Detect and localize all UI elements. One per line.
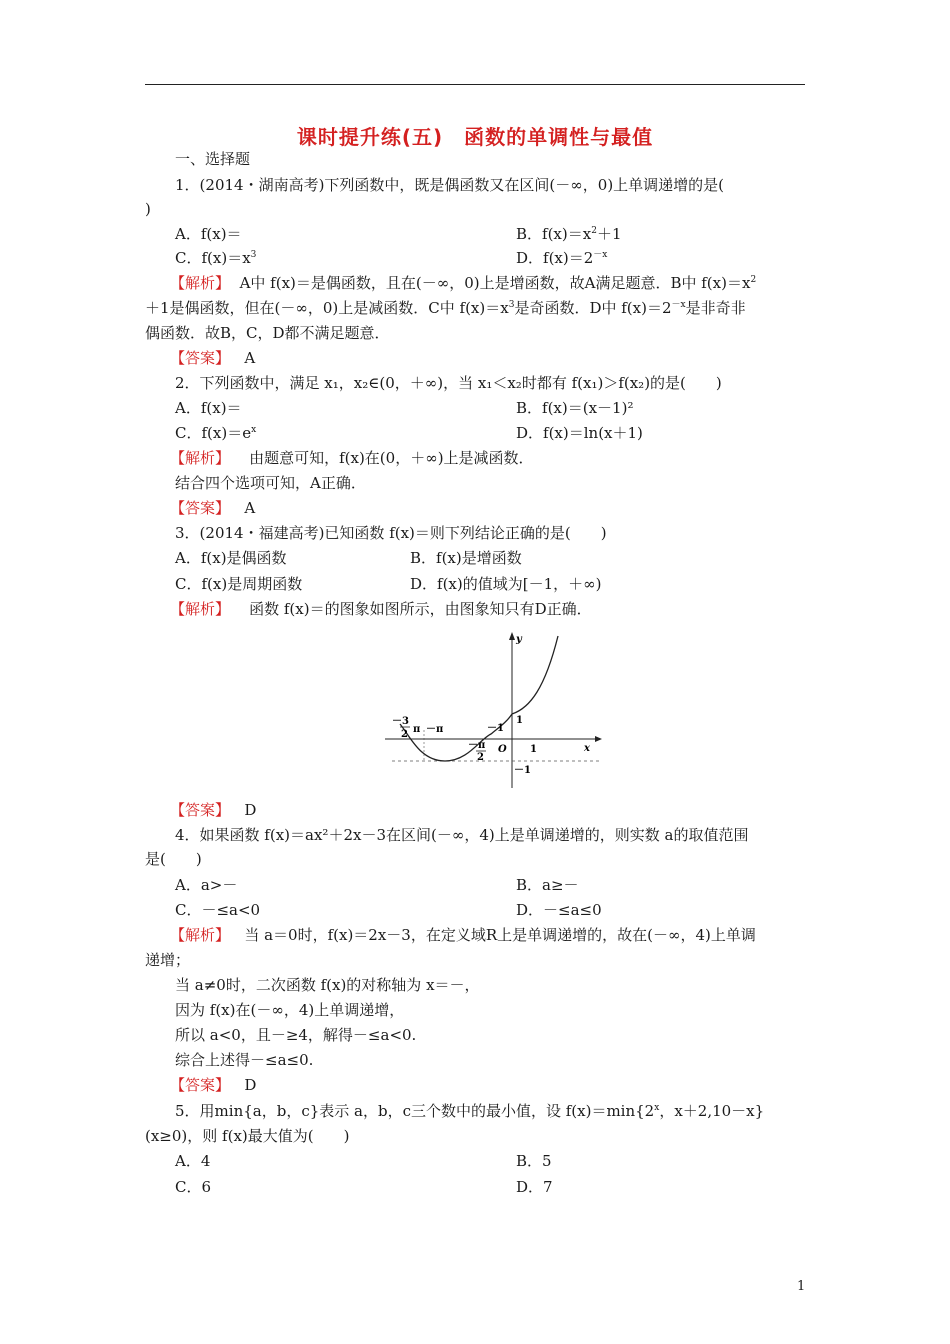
q1-option-b: B．$f(x)=x^2+1$ xyxy=(516,225,622,243)
q2-option-d: D．f(x)＝ln(x＋1) xyxy=(516,424,643,442)
label-minus-pi: －π xyxy=(426,724,444,735)
q3-option-d: D．f(x)的值域为[－1，＋∞) xyxy=(410,575,602,593)
q2-analysis-line2: 结合四个选项可知，A正确． xyxy=(175,474,366,492)
q1-analysis-line2: ＋1是偶函数，但在(－∞，0)上是减函数．C中 $f(x)=x^3$是奇函数．D中 $f(x)=2^{-x}$是非奇非 xyxy=(145,299,746,317)
q2-analysis-line1: 【解析】 由题意可知，f(x)在(0，＋∞)上是减函数． xyxy=(170,449,534,467)
q2-option-a: A．f(x)＝ xyxy=(175,399,242,417)
q3-option-c: C．f(x)是周期函数 xyxy=(175,575,303,593)
q1-option-c: C．$f(x)=x^3$ xyxy=(175,249,257,267)
q4-stem-line1: 4．如果函数 f(x)＝ax²＋2x－3在区间(－∞，4)上是单调递增的，则实数 a的取值范围 xyxy=(175,826,749,844)
label-3-over-2-den: 2 xyxy=(401,729,408,740)
q4-analysis-line3: 当 a≠0时，二次函数 f(x)的对称轴为 x＝－， xyxy=(175,976,480,994)
q3-option-a: A．f(x)是偶函数 xyxy=(175,549,287,567)
q5-stem-line1: 5．用min{a，b，c}表示 a，b，c三个数中的最小值，设 $f(x)=\min\{2^x$，x＋2,10－x} xyxy=(175,1102,765,1120)
q4-answer: 【答案】 D xyxy=(170,1076,257,1094)
q4-option-c: C．－≤a<0 xyxy=(175,901,261,919)
q5-option-b: B．5 xyxy=(516,1152,552,1170)
q4-option-d: D．－≤a≤0 xyxy=(516,901,602,919)
label-minus-3-over-2: －3 xyxy=(392,716,409,727)
q4-analysis-line5: 所以 a<0，且－≥4，解得－≤a<0. xyxy=(175,1026,417,1044)
q1-analysis-line3: 偶函数．故B，C，D都不满足题意． xyxy=(145,324,390,342)
q1-analysis-line1: 【解析】 A中 f(x)＝是偶函数，且在(－∞，0)上是增函数，故A满足题意．B中 $f(x)=x^2$ xyxy=(170,274,757,292)
q2-stem: 2．下列函数中，满足 x₁，x₂∈(0，＋∞)，当 x₁＜x₂时都有 f(x₁)＞f(x₂)的是( ) xyxy=(175,374,722,392)
q4-analysis-line4: 因为 f(x)在(－∞，4)上单调递增， xyxy=(175,1001,405,1019)
q1-stem-line1: 1．(2014・湖南高考)下列函数中，既是偶函数又在区间(－∞，0)上单调递增的是( xyxy=(175,176,725,194)
q2-answer: 【答案】 A xyxy=(170,499,256,517)
q2-option-c: C．$f(x)=e^x$ xyxy=(175,424,257,442)
q3-option-b: B．f(x)是增函数 xyxy=(410,549,522,567)
q3-analysis-line1: 【解析】 函数 f(x)＝的图象如图所示，由图象知只有D正确． xyxy=(170,600,592,618)
x-axis-label: x xyxy=(584,743,590,754)
right-curve xyxy=(512,636,558,714)
q3-answer: 【答案】 D xyxy=(170,801,257,819)
q5-option-c: C．6 xyxy=(175,1178,212,1196)
q3-stem: 3．(2014・福建高考)已知函数 f(x)＝则下列结论正确的是( ) xyxy=(175,524,607,542)
q4-option-a: A．a>－ xyxy=(175,876,238,894)
q4-option-b: B．a≥－ xyxy=(516,876,579,894)
page-title: 课时提升练(五) 函数的单调性与最值 xyxy=(296,125,654,149)
section-heading: 一、选择题 xyxy=(175,150,251,168)
origin-label: O xyxy=(498,744,507,755)
function-graph xyxy=(380,628,610,790)
q4-analysis-line6: 综合上述得－≤a≤0. xyxy=(175,1051,314,1069)
label-3-over-2-pi: π xyxy=(413,724,421,735)
q4-analysis-line2: 递增； xyxy=(145,951,191,969)
page-number: 1 xyxy=(797,1279,806,1294)
q5-option-a: A．4 xyxy=(175,1152,211,1170)
label-pi-over-2-den: 2 xyxy=(477,752,484,763)
q1-stem-line2: ) xyxy=(145,200,151,218)
q4-stem-line2: 是( ) xyxy=(145,850,202,868)
label-y-one: 1 xyxy=(516,715,523,726)
q2-option-b: B．f(x)＝(x－1)² xyxy=(516,399,634,417)
q4-analysis-line1: 【解析】 当 a＝0时，f(x)＝2x－3，在定义域R上是单调递增的，故在(－∞，4)上单调 xyxy=(170,926,756,944)
q5-stem-line2: (x≥0)，则 f(x)最大值为( ) xyxy=(145,1127,350,1145)
label-minus-pi-over-2: －π xyxy=(468,740,486,751)
y-axis-label: y xyxy=(516,634,522,645)
x-axis-arrow-icon xyxy=(595,736,602,742)
q1-answer: 【答案】 A xyxy=(170,349,256,367)
y-axis-arrow-icon xyxy=(509,632,515,640)
q5-option-d: D．7 xyxy=(516,1178,553,1196)
label-minus-one: －1 xyxy=(514,765,531,776)
label-x-one: 1 xyxy=(530,744,537,755)
label-minus-one-left: －1 xyxy=(487,723,504,734)
q1-option-a: A．f(x)＝ xyxy=(175,225,242,243)
header-rule xyxy=(145,84,805,85)
q1-option-d: D．$f(x)=2^{-x}$ xyxy=(516,249,608,267)
sine-curve xyxy=(400,714,512,761)
